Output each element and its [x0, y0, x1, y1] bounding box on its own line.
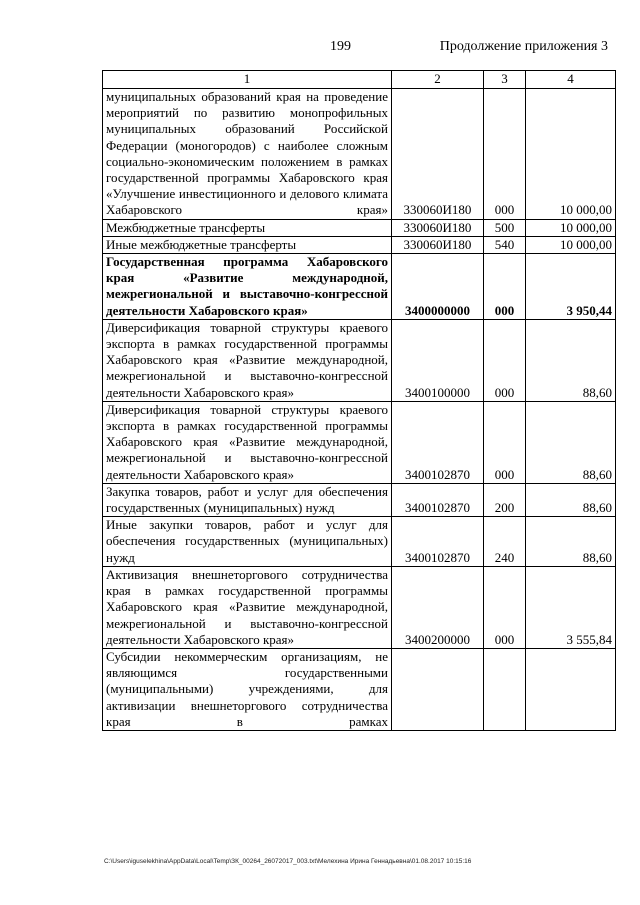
- row-kind: 540: [484, 236, 526, 253]
- row-name: Субсидии некоммерческим организациям, не являющимся государственными (муниципальными) учреждениями, для активизации внешнеторгового сотрудничества края в рамках: [103, 648, 392, 730]
- row-name: муниципальных образований края на проведение мероприятий по развитию монопрофильных муниципальных образований Российской Федерации (моногородов) с наиболее сложным социально-экономическим положением в рамках государственной программы Хабаровского края «Улучшение инвестиционного и делового климата Хабаровского края»: [103, 89, 392, 220]
- row-kind: 000: [484, 566, 526, 648]
- budget-table: [102, 70, 616, 731]
- row-name: Иные закупки товаров, работ и услуг для обеспечения государственных (муниципальных) нужд: [103, 517, 392, 567]
- row-name: Активизация внешнеторгового сотрудничества края в рамках государственной программы Хабаровского края «Развитие международной, межрегиональной и выставочно-конгрессной деятельности Хабаровского края»: [103, 566, 392, 648]
- row-code: 330060И180: [392, 219, 484, 236]
- column-header-3: 3: [484, 71, 526, 89]
- row-name: Межбюджетные трансферты: [103, 219, 392, 236]
- file-path-footer: C:\Users\iguselekhina\AppData\Local\Temp\ЗК_00264_26072017_003.txt\Мелехина Ирина Геннадьевна\01.08.2017 10:15:16: [104, 858, 472, 865]
- row-sum: 3 555,84: [526, 566, 616, 648]
- row-code: [392, 648, 484, 730]
- row-sum: 88,60: [526, 401, 616, 483]
- table-row: [103, 219, 616, 236]
- table-row: [103, 89, 616, 220]
- row-kind: [484, 648, 526, 730]
- row-sum: 88,60: [526, 483, 616, 516]
- row-kind: 200: [484, 483, 526, 516]
- row-code: 3400100000: [392, 319, 484, 401]
- row-sum: 3 950,44: [526, 254, 616, 320]
- row-sum: 10 000,00: [526, 236, 616, 253]
- row-name: Закупка товаров, работ и услуг для обеспечения государственных (муниципальных) нужд: [103, 483, 392, 516]
- row-name: Государственная программа Хабаровского края «Развитие международной, межрегиональной и выставочно-конгрессной деятельности Хабаровского края»: [103, 254, 392, 320]
- row-kind: 000: [484, 319, 526, 401]
- row-name: Диверсификация товарной структуры краевого экспорта в рамках государственной программы Хабаровского края «Развитие международной, межрегиональной и выставочно-конгрессной деятельности Хабаровского края»: [103, 319, 392, 401]
- continuation-label: Продолжение приложения 3: [439, 39, 608, 54]
- row-code: 3400200000: [392, 566, 484, 648]
- row-kind: 000: [484, 401, 526, 483]
- row-kind: 500: [484, 219, 526, 236]
- row-kind: 240: [484, 517, 526, 567]
- table-row: [103, 236, 616, 253]
- table-row: [103, 566, 616, 648]
- row-sum: 10 000,00: [526, 219, 616, 236]
- row-sum: 88,60: [526, 319, 616, 401]
- row-code: 330060И180: [392, 89, 484, 220]
- row-name: Диверсификация товарной структуры краевого экспорта в рамках государственной программы Хабаровского края «Развитие международной, межрегиональной и выставочно-конгрессной деятельности Хабаровского края»: [103, 401, 392, 483]
- row-sum: [526, 648, 616, 730]
- table-row: [103, 517, 616, 567]
- table-row: [103, 319, 616, 401]
- row-code: 330060И180: [392, 236, 484, 253]
- column-header-1: 1: [103, 71, 392, 89]
- table-row: [103, 483, 616, 516]
- column-header-2: 2: [392, 71, 484, 89]
- row-sum: 10 000,00: [526, 89, 616, 220]
- table-row: [103, 401, 616, 483]
- table-row: [103, 254, 616, 320]
- row-code: 3400000000: [392, 254, 484, 320]
- row-code: 3400102870: [392, 517, 484, 567]
- row-kind: 000: [484, 254, 526, 320]
- row-kind: 000: [484, 89, 526, 220]
- page-number: 199: [330, 39, 351, 54]
- column-number-row: [103, 71, 616, 89]
- row-name: Иные межбюджетные трансферты: [103, 236, 392, 253]
- row-sum: 88,60: [526, 517, 616, 567]
- row-code: 3400102870: [392, 401, 484, 483]
- table-row: [103, 648, 616, 730]
- row-code: 3400102870: [392, 483, 484, 516]
- column-header-4: 4: [526, 71, 616, 89]
